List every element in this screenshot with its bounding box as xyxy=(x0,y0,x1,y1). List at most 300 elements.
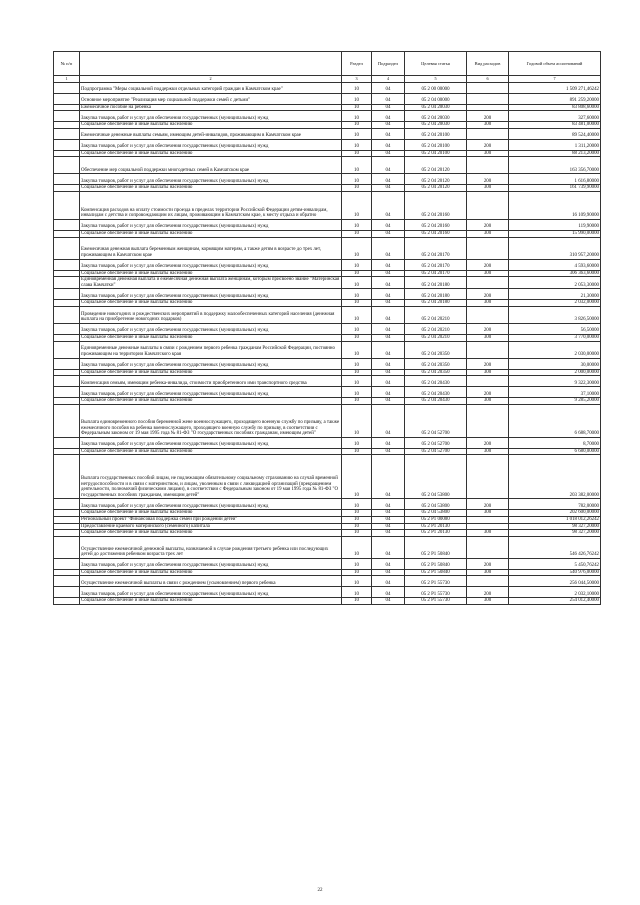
row-podrazdel-cell: 04 xyxy=(372,404,405,437)
row-num-cell xyxy=(54,530,80,537)
row-amount-cell: 202 600,00000 xyxy=(509,510,601,517)
row-vid-cell xyxy=(467,104,509,111)
table-row xyxy=(54,174,601,185)
col-number: 4 xyxy=(372,76,405,83)
row-razdel-cell: 10 xyxy=(342,270,372,277)
row-target-cell: 05 2 04 00000 xyxy=(405,93,467,104)
row-amount-cell: 15 990,00000 xyxy=(509,230,601,237)
row-target-cell: 05 2 P1 55730 xyxy=(405,576,467,587)
row-vid-cell: 300 xyxy=(467,270,509,277)
row-razdel-cell: 10 xyxy=(342,104,372,111)
row-amount-cell: 1 616,80000 xyxy=(509,174,601,185)
row-podrazdel-cell: 04 xyxy=(372,598,405,605)
row-razdel-cell: 10 xyxy=(342,404,372,437)
row-amount-cell: 891 259,20000 xyxy=(509,93,601,104)
row-amount-cell: 98 327,20000 xyxy=(509,523,601,530)
row-vid-cell xyxy=(467,576,509,587)
row-vid-cell: 300 xyxy=(467,122,509,129)
row-num-cell xyxy=(54,82,80,93)
row-vid-cell: 300 xyxy=(467,569,509,576)
table-row xyxy=(54,369,601,376)
row-razdel-cell: 10 xyxy=(342,448,372,455)
row-razdel-cell: 10 xyxy=(342,306,372,323)
row-vid-cell xyxy=(467,306,509,323)
col-number: 5 xyxy=(405,76,467,83)
row-name-cell: Закупка товаров, работ и услуг для обеспечения государственных (муниципальных) нужд xyxy=(80,174,342,185)
row-vid-cell: 300 xyxy=(467,185,509,192)
row-razdel-cell: 10 xyxy=(342,259,372,270)
row-razdel-cell: 10 xyxy=(342,530,372,537)
row-amount-cell: 2 032,10000 xyxy=(509,587,601,598)
row-name-cell: Подпрограмма "Меры социальной поддержки отдельных категорий граждан в Камчатском крае" xyxy=(80,82,342,93)
row-amount-cell: 306 363,60000 xyxy=(509,270,601,277)
header-vid: Вид расходов xyxy=(467,52,509,76)
row-podrazdel-cell: 04 xyxy=(372,499,405,510)
row-vid-cell xyxy=(467,191,509,219)
row-vid-cell: 200 xyxy=(467,259,509,270)
row-target-cell: 05 2 04 20210 xyxy=(405,334,467,341)
row-podrazdel-cell: 04 xyxy=(372,230,405,237)
row-podrazdel-cell: 04 xyxy=(372,358,405,369)
row-podrazdel-cell: 04 xyxy=(372,369,405,376)
table-row xyxy=(54,334,601,341)
row-vid-cell: 200 xyxy=(467,139,509,150)
row-vid-cell: 300 xyxy=(467,598,509,605)
row-razdel-cell: 10 xyxy=(342,569,372,576)
row-num-cell xyxy=(54,598,80,605)
row-razdel-cell: 10 xyxy=(342,237,372,259)
row-name-cell: Социальное обеспечение и иные выплаты населению xyxy=(80,369,342,376)
row-razdel-cell: 10 xyxy=(342,174,372,185)
row-podrazdel-cell: 04 xyxy=(372,128,405,139)
row-podrazdel-cell: 04 xyxy=(372,437,405,448)
row-vid-cell: 200 xyxy=(467,499,509,510)
table-row xyxy=(54,448,601,455)
row-num-cell xyxy=(54,437,80,448)
row-name-cell: Осуществление ежемесячной выплаты в связи с рождением (усыновлением) первого ребенка xyxy=(80,576,342,587)
table-row xyxy=(54,259,601,270)
row-name-cell: Осуществление ежемесячной денежной выплаты, назначаемой в случае рождения третьего ребенка или последующих детей до достижения ребенком возраста трех лет xyxy=(80,536,342,558)
table-row xyxy=(54,398,601,405)
row-name-cell: Социальное обеспечение и иные выплаты населению xyxy=(80,398,342,405)
row-amount-cell: 310 957,20000 xyxy=(509,237,601,259)
row-amount-cell: 163 356,70000 xyxy=(509,157,601,174)
table-row xyxy=(54,111,601,122)
row-vid-cell xyxy=(467,455,509,499)
row-vid-cell xyxy=(467,128,509,139)
row-razdel-cell: 10 xyxy=(342,219,372,230)
table-row xyxy=(54,306,601,323)
table-row xyxy=(54,598,601,605)
table-row xyxy=(54,569,601,576)
col-number: 3 xyxy=(342,76,372,83)
row-razdel-cell: 10 xyxy=(342,576,372,587)
row-razdel-cell: 10 xyxy=(342,398,372,405)
row-target-cell: 05 2 P1 50840 xyxy=(405,536,467,558)
row-razdel-cell: 10 xyxy=(342,369,372,376)
row-vid-cell: 300 xyxy=(467,150,509,157)
row-podrazdel-cell: 04 xyxy=(372,104,405,111)
row-vid-cell: 200 xyxy=(467,358,509,369)
row-podrazdel-cell: 04 xyxy=(372,270,405,277)
row-amount-cell: 2 030,00000 xyxy=(509,341,601,358)
row-num-cell xyxy=(54,448,80,455)
row-target-cell: 05 2 04 20030 xyxy=(405,122,467,129)
row-name-cell: Единовременная денежная выплата и ежемесячная денежная выплата женщинам, которым присвоено звание "Материнская слава Камчатки" xyxy=(80,277,342,289)
row-target-cell: 05 2 04 20030 xyxy=(405,104,467,111)
row-num-cell xyxy=(54,300,80,307)
row-vid-cell: 300 xyxy=(467,398,509,405)
row-name-cell: Социальное обеспечение и иные выплаты населению xyxy=(80,569,342,576)
row-podrazdel-cell: 04 xyxy=(372,111,405,122)
row-razdel-cell: 10 xyxy=(342,122,372,129)
row-name-cell: Компенсация расходов на оплату стоимости проезда в пределах территории Российской Федерации детям-инвалидам, инвалидам с детства и сопровождающим их лицам, проживающим в Камчатском крае, к месту отдыха и обратно xyxy=(80,191,342,219)
row-vid-cell xyxy=(467,82,509,93)
table-row xyxy=(54,191,601,219)
row-razdel-cell: 10 xyxy=(342,523,372,530)
row-podrazdel-cell: 04 xyxy=(372,82,405,93)
row-target-cell: 05 2 04 53800 xyxy=(405,499,467,510)
row-podrazdel-cell: 04 xyxy=(372,523,405,530)
row-podrazdel-cell: 04 xyxy=(372,558,405,569)
row-vid-cell: 200 xyxy=(467,323,509,334)
row-target-cell: 05 2 04 52700 xyxy=(405,437,467,448)
row-num-cell xyxy=(54,387,80,398)
row-vid-cell xyxy=(467,277,509,289)
row-name-cell: Социальное обеспечение и иные выплаты населению xyxy=(80,510,342,517)
header-podrazdel: Подраздел xyxy=(372,52,405,76)
row-amount-cell: 6 688,70000 xyxy=(509,404,601,437)
row-target-cell: 05 2 P1 50840 xyxy=(405,569,467,576)
row-num-cell xyxy=(54,516,80,523)
header-target: Целевая статья xyxy=(405,52,467,76)
row-podrazdel-cell: 04 xyxy=(372,174,405,185)
row-razdel-cell: 10 xyxy=(342,150,372,157)
table-row xyxy=(54,270,601,277)
row-target-cell: 05 2 00 00000 xyxy=(405,82,467,93)
row-name-cell: Закупка товаров, работ и услуг для обеспечения государственных (муниципальных) нужд xyxy=(80,139,342,150)
table-row xyxy=(54,387,601,398)
row-target-cell: 05 2 04 20180 xyxy=(405,300,467,307)
row-target-cell: 05 2 P1 00000 xyxy=(405,516,467,523)
row-amount-cell: 1 311,20000 xyxy=(509,139,601,150)
row-name-cell: Социальное обеспечение и иные выплаты населению xyxy=(80,185,342,192)
row-razdel-cell: 10 xyxy=(342,598,372,605)
row-target-cell: 05 2 04 20120 xyxy=(405,174,467,185)
row-vid-cell xyxy=(467,93,509,104)
row-podrazdel-cell: 04 xyxy=(372,219,405,230)
row-name-cell: Выплата государственных пособий лицам, не подлежащим обязательному социальному страхованию на случай временной нетрудоспособности и в связи с материнством, и лицам, уволенным в связи с ликвидацией организаций (прекращением деятельности, полномочий физическими лицами), в соответствии с Федеральным законом от 19 мая 1995 года № 81-ФЗ "О государственных пособиях гражданам, имеющим детей" xyxy=(80,455,342,499)
row-num-cell xyxy=(54,289,80,300)
row-target-cell: 05 2 04 20100 xyxy=(405,150,467,157)
table-row xyxy=(54,185,601,192)
row-target-cell: 05 2 04 20430 xyxy=(405,376,467,387)
row-num-cell xyxy=(54,104,80,111)
row-vid-cell: 200 xyxy=(467,174,509,185)
row-razdel-cell: 10 xyxy=(342,191,372,219)
row-num-cell xyxy=(54,536,80,558)
row-vid-cell: 200 xyxy=(467,111,509,122)
row-podrazdel-cell: 04 xyxy=(372,157,405,174)
table-row xyxy=(54,93,601,104)
table-row xyxy=(54,122,601,129)
row-name-cell: Закупка товаров, работ и услуг для обеспечения государственных (муниципальных) нужд xyxy=(80,387,342,398)
row-num-cell xyxy=(54,323,80,334)
row-name-cell: Закупка товаров, работ и услуг для обеспечения государственных (муниципальных) нужд xyxy=(80,111,342,122)
row-razdel-cell: 10 xyxy=(342,93,372,104)
row-amount-cell: 254 012,40000 xyxy=(509,598,601,605)
row-num-cell xyxy=(54,185,80,192)
col-number: 7 xyxy=(509,76,601,83)
row-num-cell xyxy=(54,174,80,185)
row-vid-cell: 300 xyxy=(467,334,509,341)
col-number: 1 xyxy=(54,76,80,83)
row-num-cell xyxy=(54,398,80,405)
row-name-cell: Закупка товаров, работ и услуг для обеспечения государственных (муниципальных) нужд xyxy=(80,323,342,334)
row-target-cell: 05 2 P1 20130 xyxy=(405,523,467,530)
table-row xyxy=(54,576,601,587)
header-num: № п/п xyxy=(54,52,80,76)
row-target-cell: 05 2 P1 55730 xyxy=(405,587,467,598)
row-podrazdel-cell: 04 xyxy=(372,185,405,192)
row-amount-cell: 256 044,50000 xyxy=(509,576,601,587)
col-number: 6 xyxy=(467,76,509,83)
row-razdel-cell: 10 xyxy=(342,230,372,237)
table-row xyxy=(54,437,601,448)
row-amount-cell: 327,60000 xyxy=(509,111,601,122)
row-num-cell xyxy=(54,306,80,323)
row-vid-cell xyxy=(467,157,509,174)
table-row xyxy=(54,219,601,230)
row-podrazdel-cell: 04 xyxy=(372,376,405,387)
row-name-cell: Социальное обеспечение и иные выплаты населению xyxy=(80,448,342,455)
row-target-cell: 05 2 04 53800 xyxy=(405,455,467,499)
table-row xyxy=(54,82,601,93)
row-razdel-cell: 10 xyxy=(342,437,372,448)
row-num-cell xyxy=(54,376,80,387)
row-razdel-cell: 10 xyxy=(342,376,372,387)
row-podrazdel-cell: 04 xyxy=(372,150,405,157)
table-header-row xyxy=(54,52,601,76)
row-name-cell: Обеспечение мер социальной поддержки многодетных семей в Камчатском крае xyxy=(80,157,342,174)
row-name-cell: Компенсация семьям, имеющим ребенка-инвалида, стоимости приобретенного ими транспортного средства xyxy=(80,376,342,387)
table-row xyxy=(54,157,601,174)
row-razdel-cell: 10 xyxy=(342,536,372,558)
table-row xyxy=(54,516,601,523)
table-row xyxy=(54,104,601,111)
row-amount-cell: 9 285,20000 xyxy=(509,398,601,405)
row-razdel-cell: 10 xyxy=(342,358,372,369)
row-vid-cell: 200 xyxy=(467,219,509,230)
row-target-cell: 05 2 04 20170 xyxy=(405,270,467,277)
row-amount-cell: 21,30000 xyxy=(509,289,601,300)
row-amount-cell: 2 053,30000 xyxy=(509,277,601,289)
row-amount-cell: 83 481,00000 xyxy=(509,122,601,129)
row-num-cell xyxy=(54,587,80,598)
row-name-cell: Социальное обеспечение и иные выплаты населению xyxy=(80,334,342,341)
row-razdel-cell: 10 xyxy=(342,558,372,569)
row-podrazdel-cell: 04 xyxy=(372,139,405,150)
row-target-cell: 05 2 04 20180 xyxy=(405,289,467,300)
document-page xyxy=(53,51,600,605)
row-razdel-cell: 10 xyxy=(342,82,372,93)
row-name-cell: Социальное обеспечение и иные выплаты населению xyxy=(80,530,342,537)
row-vid-cell xyxy=(467,536,509,558)
row-razdel-cell: 10 xyxy=(342,387,372,398)
row-target-cell: 05 2 04 52700 xyxy=(405,404,467,437)
row-podrazdel-cell: 04 xyxy=(372,455,405,499)
row-podrazdel-cell: 04 xyxy=(372,306,405,323)
row-amount-cell: 83 808,60000 xyxy=(509,104,601,111)
row-num-cell xyxy=(54,259,80,270)
row-razdel-cell: 10 xyxy=(342,510,372,517)
row-amount-cell: 9 322,30000 xyxy=(509,376,601,387)
row-amount-cell: 119,90000 xyxy=(509,219,601,230)
row-vid-cell: 200 xyxy=(467,558,509,569)
budget-table xyxy=(53,51,601,605)
row-podrazdel-cell: 04 xyxy=(372,191,405,219)
row-name-cell: Закупка товаров, работ и услуг для обеспечения государственных (муниципальных) нужд xyxy=(80,437,342,448)
row-razdel-cell: 10 xyxy=(342,455,372,499)
table-row xyxy=(54,376,601,387)
row-num-cell xyxy=(54,341,80,358)
row-num-cell xyxy=(54,270,80,277)
row-name-cell: Закупка товаров, работ и услуг для обеспечения государственных (муниципальных) нужд xyxy=(80,587,342,598)
row-amount-cell: 2 000,00000 xyxy=(509,369,601,376)
row-razdel-cell: 10 xyxy=(342,185,372,192)
row-amount-cell: 98 327,20000 xyxy=(509,530,601,537)
row-name-cell: Проведение новогодних и рождественских мероприятий в поддержку малообеспеченных категорий населения (денежная выплата на приобретение новогодних подарков) xyxy=(80,306,342,323)
row-vid-cell: 300 xyxy=(467,300,509,307)
table-row xyxy=(54,237,601,259)
row-num-cell xyxy=(54,569,80,576)
row-num-cell xyxy=(54,404,80,437)
row-podrazdel-cell: 04 xyxy=(372,587,405,598)
row-num-cell xyxy=(54,237,80,259)
header-name xyxy=(80,52,342,76)
row-name-cell: Закупка товаров, работ и услуг для обеспечения государственных (муниципальных) нужд xyxy=(80,219,342,230)
table-row xyxy=(54,587,601,598)
row-target-cell: 05 2 04 20350 xyxy=(405,358,467,369)
row-target-cell: 05 2 P1 20130 xyxy=(405,530,467,537)
row-name-cell: Региональный проект "Финансовая поддержка семей при рождении детей" xyxy=(80,516,342,523)
row-name-cell: Закупка товаров, работ и услуг для обеспечения государственных (муниципальных) нужд xyxy=(80,289,342,300)
row-amount-cell: 540 976,00000 xyxy=(509,569,601,576)
row-podrazdel-cell: 04 xyxy=(372,334,405,341)
row-amount-cell: 6 680,00000 xyxy=(509,448,601,455)
row-podrazdel-cell: 04 xyxy=(372,510,405,517)
row-podrazdel-cell: 04 xyxy=(372,398,405,405)
row-vid-cell: 300 xyxy=(467,510,509,517)
table-row xyxy=(54,358,601,369)
row-target-cell: 05 2 04 20030 xyxy=(405,111,467,122)
row-podrazdel-cell: 04 xyxy=(372,516,405,523)
row-name-cell: Социальное обеспечение и иные выплаты населению xyxy=(80,598,342,605)
row-target-cell: 05 2 04 20160 xyxy=(405,191,467,219)
row-num-cell xyxy=(54,111,80,122)
row-target-cell: 05 2 04 20430 xyxy=(405,398,467,405)
row-razdel-cell: 10 xyxy=(342,516,372,523)
table-row xyxy=(54,341,601,358)
row-name-cell: Закупка товаров, работ и услуг для обеспечения государственных (муниципальных) нужд xyxy=(80,358,342,369)
page-number: 22 xyxy=(317,888,323,893)
row-num-cell xyxy=(54,334,80,341)
row-vid-cell: 300 xyxy=(467,448,509,455)
row-podrazdel-cell: 04 xyxy=(372,93,405,104)
table-row xyxy=(54,510,601,517)
table-row xyxy=(54,536,601,558)
row-name-cell: Закупка товаров, работ и услуг для обеспечения государственных (муниципальных) нужд xyxy=(80,259,342,270)
row-razdel-cell: 10 xyxy=(342,289,372,300)
row-razdel-cell: 10 xyxy=(342,300,372,307)
row-vid-cell xyxy=(467,376,509,387)
row-razdel-cell: 10 xyxy=(342,111,372,122)
column-numbering-row xyxy=(54,76,601,83)
row-vid-cell: 200 xyxy=(467,587,509,598)
row-num-cell xyxy=(54,93,80,104)
row-name-cell: Социальное обеспечение и иные выплаты населению xyxy=(80,150,342,157)
row-target-cell: 05 2 P1 55730 xyxy=(405,598,467,605)
row-target-cell: 05 2 04 20160 xyxy=(405,219,467,230)
row-razdel-cell: 10 xyxy=(342,341,372,358)
table-row xyxy=(54,300,601,307)
row-num-cell xyxy=(54,510,80,517)
row-amount-cell: 2 032,00000 xyxy=(509,300,601,307)
row-vid-cell xyxy=(467,237,509,259)
row-amount-cell: 8,70000 xyxy=(509,437,601,448)
row-name-cell: Социальное обеспечение и иные выплаты населению xyxy=(80,122,342,129)
row-target-cell: 05 2 04 20210 xyxy=(405,323,467,334)
row-vid-cell xyxy=(467,404,509,437)
row-podrazdel-cell: 04 xyxy=(372,576,405,587)
row-razdel-cell: 10 xyxy=(342,587,372,598)
col-number: 2 xyxy=(80,76,342,83)
row-num-cell xyxy=(54,139,80,150)
row-vid-cell: 200 xyxy=(467,387,509,398)
row-target-cell: 05 2 04 52700 xyxy=(405,448,467,455)
table-row xyxy=(54,289,601,300)
row-vid-cell: 200 xyxy=(467,437,509,448)
row-amount-cell: 3 770,00000 xyxy=(509,334,601,341)
row-amount-cell: 16 109,90000 xyxy=(509,191,601,219)
row-target-cell: 05 2 04 20170 xyxy=(405,237,467,259)
row-podrazdel-cell: 04 xyxy=(372,530,405,537)
table-row xyxy=(54,277,601,289)
row-target-cell: 05 2 04 20120 xyxy=(405,157,467,174)
row-vid-cell: 300 xyxy=(467,530,509,537)
row-podrazdel-cell: 04 xyxy=(372,300,405,307)
row-num-cell xyxy=(54,499,80,510)
row-amount-cell: 30,00000 xyxy=(509,358,601,369)
row-name-cell: Ежемесячные денежные выплаты семьям, имеющим детей-инвалидов, проживающим в Камчатском крае xyxy=(80,128,342,139)
row-amount-cell: 546 426,76242 xyxy=(509,536,601,558)
row-razdel-cell: 10 xyxy=(342,323,372,334)
row-podrazdel-cell: 04 xyxy=(372,569,405,576)
row-target-cell: 05 2 04 20120 xyxy=(405,185,467,192)
row-name-cell: Социальное обеспечение и иные выплаты населению xyxy=(80,270,342,277)
row-num-cell xyxy=(54,558,80,569)
row-amount-cell: 37,10000 xyxy=(509,387,601,398)
row-amount-cell: 89 524,40000 xyxy=(509,128,601,139)
row-name-cell: Социальное обеспечение и иные выплаты населению xyxy=(80,300,342,307)
row-amount-cell: 1 018 012,26242 xyxy=(509,516,601,523)
row-num-cell xyxy=(54,157,80,174)
row-num-cell xyxy=(54,150,80,157)
row-podrazdel-cell: 04 xyxy=(372,323,405,334)
row-amount-cell: 4 593,60000 xyxy=(509,259,601,270)
row-target-cell: 05 2 04 20170 xyxy=(405,259,467,270)
row-razdel-cell: 10 xyxy=(342,334,372,341)
